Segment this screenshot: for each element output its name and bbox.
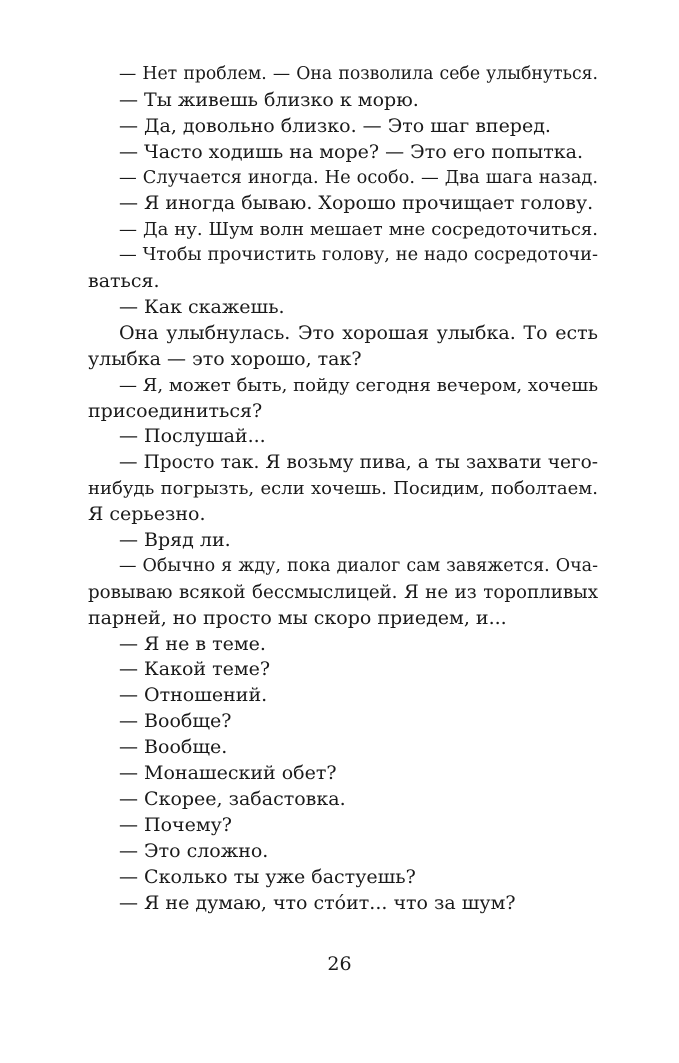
text-line: улыбка — это хорошо, так?: [88, 347, 362, 370]
text-line: — Да ну. Шум волн мешает мне сосредоточиться.: [119, 219, 598, 241]
text-line: нибудь погрызть, если хочешь. Посидим, поболтаем.: [88, 478, 598, 500]
text-line: — Я, может быть, пойду сегодня вечером, хочешь: [119, 374, 598, 396]
text-line: — Ты живешь близко к морю.: [119, 88, 419, 111]
text-line: — Вообще.: [119, 736, 228, 759]
text-line: — Какой теме?: [119, 658, 271, 681]
text-line: парней, но просто мы скоро приедем, и...: [88, 606, 507, 629]
text-line: ваться.: [88, 270, 160, 293]
text-line: — Как скажешь.: [119, 296, 285, 319]
text-line: — Послушай...: [119, 425, 266, 448]
text-line: ровываю всякой бессмыслицей. Я не из торопливых: [88, 581, 598, 603]
text-line: — Почему?: [119, 813, 232, 836]
text-line: Я серьезно.: [88, 503, 206, 526]
text-line: — Скорее, забастовка.: [119, 787, 346, 810]
text-line: — Вообще?: [119, 710, 232, 733]
text-line: — Нет проблем. — Она позволила себе улыбнуться.: [119, 64, 598, 84]
text-line: присоединиться?: [88, 399, 263, 422]
text-line: — Это сложно.: [119, 839, 269, 862]
text-line: — Просто так. Я возьму пива, а ты захвати чего-: [119, 452, 598, 474]
text-line: — Случается иногда. Не особо. — Два шага назад.: [119, 167, 598, 188]
page-number: 26: [327, 953, 352, 975]
text-line: — Отношений.: [119, 684, 268, 707]
text-line: — Я не думаю, что сто́ит... что за шум?: [119, 891, 516, 914]
text-line: — Сколько ты уже бастуешь?: [119, 865, 416, 888]
text-line: — Часто ходишь на море? — Это его попытка.: [119, 140, 584, 163]
text-line: — Я не в теме.: [119, 632, 266, 655]
text-line: — Вряд ли.: [119, 529, 231, 552]
text-line: Она улыбнулась. Это хорошая улыбка. То есть: [119, 321, 598, 344]
text-line: — Чтобы прочистить голову, не надо сосредоточи-: [119, 245, 598, 266]
text-line: — Обычно я жду, пока диалог сам завяжется. Оча-: [119, 555, 598, 576]
text-line: — Монашеский обет?: [119, 762, 337, 785]
text-line: — Я иногда бываю. Хорошо прочищает голову.: [119, 192, 594, 215]
text-line: — Да, довольно близко. — Это шаг вперед.: [119, 114, 551, 137]
book-page-text: [88, 62, 598, 916]
